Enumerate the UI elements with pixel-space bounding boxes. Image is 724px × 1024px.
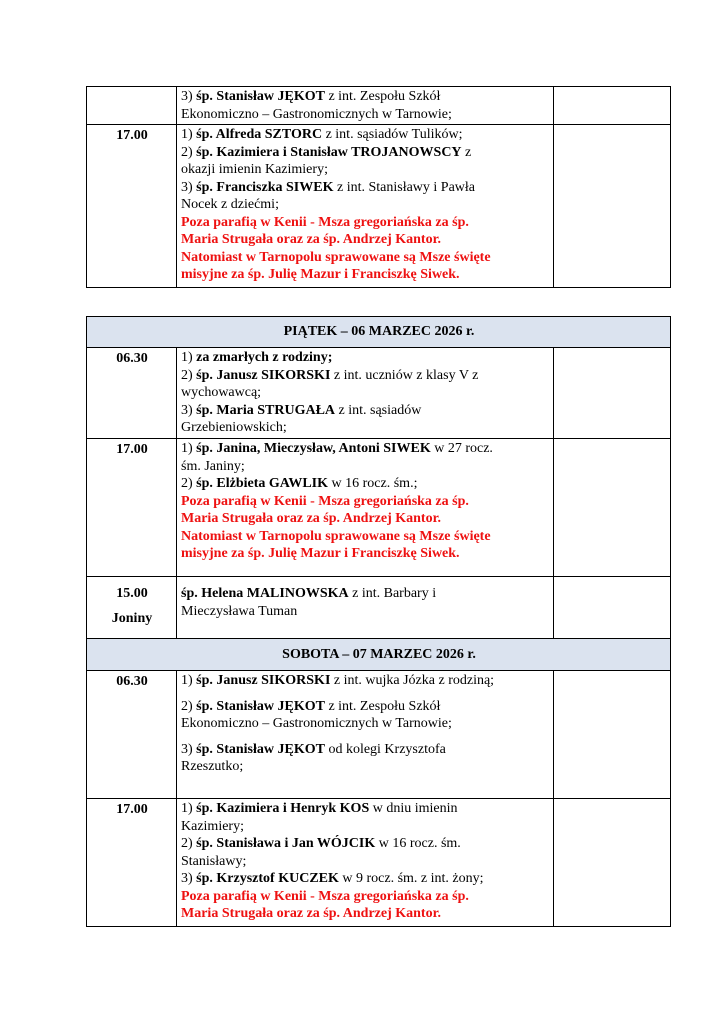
intention-line: śp. Helena MALINOWSKA z int. Barbary i [181,586,437,601]
intentions-cell [177,439,554,577]
mission-note: misyjne za śp. Julię Mazur i Franciszkę Siwek. [181,546,460,561]
intention-line: Kazimiery; [181,818,244,834]
intention-line: 1) śp. Janusz SIKORSKI z int. wujka Józka z rodziną; [181,673,495,688]
intention-line: 3) śp. Franciszka SIWEK z int. Stanisławy i Pawła [181,179,476,195]
day-header-friday [87,317,671,348]
table-row [87,87,671,125]
table-row [87,439,671,577]
table-row [87,348,671,439]
intention-line: 3) śp. Krzysztof KUCZEK w 9 rocz. śm. z int. żony; [181,871,484,886]
notes-cell [554,439,671,577]
intention-line: okazji imienin Kazimiery; [181,162,328,177]
intention-line: 2) śp. Janusz SIKORSKI z int. uczniów z klasy V z [181,367,479,383]
intentions-cell [177,87,554,125]
intention-line: wychowawcą; [181,385,262,400]
spacer [181,733,550,741]
intention-line: 2) śp. Stanisław JĘKOT z int. Zespołu Szkół [181,698,441,714]
notes-cell [554,125,671,288]
intention-line: śm. Janiny; [181,458,245,474]
intention-line: Mieczysława Tuman [181,603,298,619]
intention-line: 3) śp. Stanisław JĘKOT od kolegi Krzysztofa [181,741,446,757]
intention-line: Nocek z dziećmi; [181,197,279,212]
mass-time: 17.00 [87,125,177,288]
intention-line: 2) śp. Kazimiera i Stanisław TROJANOWSCY z [181,144,472,160]
intention-line: Rzeszutko; [181,759,244,774]
notes-cell [554,87,671,125]
mass-time: 06.30 [87,671,177,799]
mission-note: Poza parafią w Kenii - Msza gregoriańska za śp. [181,214,469,230]
mass-time [87,577,177,639]
table-row [87,799,671,927]
mission-note: Poza parafią w Kenii - Msza gregoriańska za śp. [181,493,469,509]
spacer [181,690,550,698]
mission-note: Maria Strugała oraz za śp. Andrzej Kantor. [181,511,442,526]
table-row [87,577,671,639]
day-header-saturday [87,639,671,671]
mission-note: Poza parafią w Kenii - Msza gregoriańska za śp. [181,888,469,904]
mass-table-continued [86,86,671,288]
mission-note: Maria Strugała oraz za śp. Andrzej Kantor. [181,232,442,247]
day-header-text: SOBOTA – 07 MARZEC 2026 r. [87,639,671,671]
day-header-text: PIĄTEK – 06 MARZEC 2026 r. [87,317,671,348]
mass-time: 17.00 [87,799,177,927]
notes-cell [554,671,671,799]
mass-time: 17.00 [87,439,177,577]
intentions-cell [177,348,554,439]
intentions-cell [177,125,554,288]
chapel-place: Joniny [111,610,153,626]
mass-table-main [86,316,671,927]
intention-line: Ekonomiczno – Gastronomicznych w Tarnowie; [181,106,452,122]
intention-line: 2) śp. Stanisława i Jan WÓJCIK w 16 rocz. śm. [181,836,461,851]
intentions-cell [177,799,554,927]
intention-line: Stanisławy; [181,853,247,869]
intention-line: Ekonomiczno – Gastronomicznych w Tarnowie; [181,716,452,731]
intention-line: 3) śp. Maria STRUGAŁA z int. sąsiadów [181,402,422,418]
intention-line: 2) śp. Elżbieta GAWLIK w 16 rocz. śm.; [181,476,418,491]
mission-note: Natomiast w Tarnopolu sprawowane są Msze święte [181,249,491,265]
intention-line: 1) śp. Kazimiera i Henryk KOS w dniu imienin [181,801,458,816]
intention-line: 1) śp. Janina, Mieczysław, Antoni SIWEK w 27 rocz. [181,441,493,456]
table-row [87,671,671,799]
mission-note: Natomiast w Tarnopolu sprawowane są Msze święte [181,528,491,544]
mission-note: misyjne za śp. Julię Mazur i Franciszkę Siwek. [181,267,460,282]
notes-cell [554,577,671,639]
intentions-cell [177,577,554,639]
mission-note: Maria Strugała oraz za śp. Andrzej Kantor. [181,906,442,921]
notes-cell [554,799,671,927]
mass-time [87,87,177,125]
table-row [87,125,671,288]
notes-cell [554,348,671,439]
intention-line: 1) za zmarłych z rodziny; [181,350,333,365]
intention-line: 3) śp. Stanisław JĘKOT z int. Zespołu Szkół [181,89,441,104]
intentions-cell [177,671,554,799]
intention-line: 1) śp. Alfreda SZTORC z int. sąsiadów Tulików; [181,127,463,142]
time-label: 15.00 [116,586,148,601]
mass-time: 06.30 [87,348,177,439]
intention-line: Grzebieniowskich; [181,420,287,435]
